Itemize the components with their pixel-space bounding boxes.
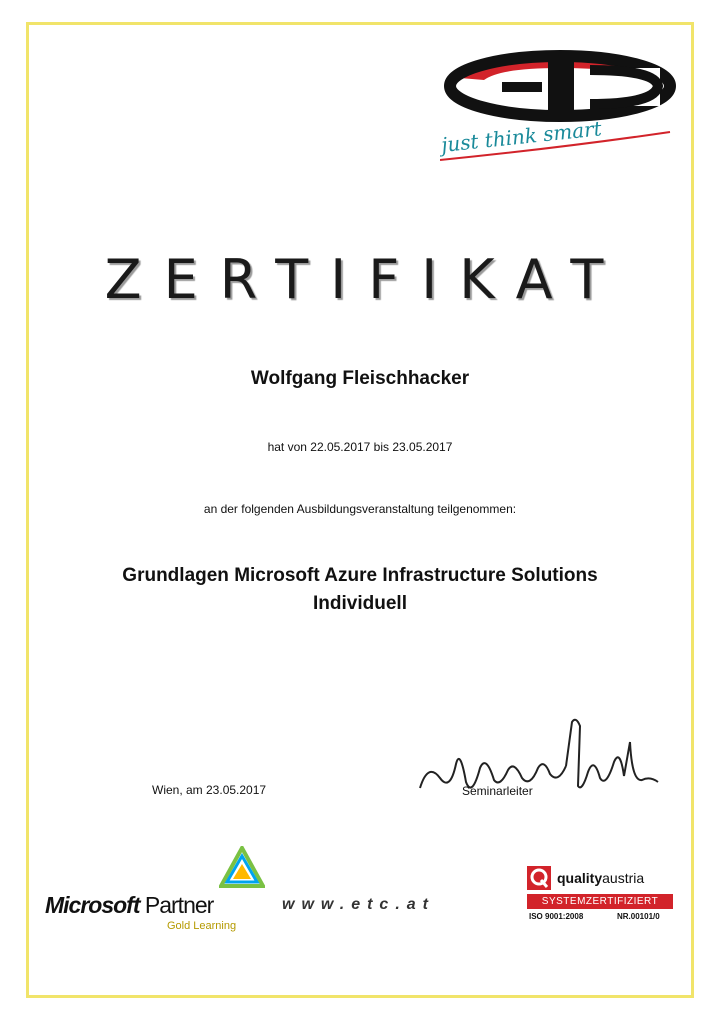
qa-iso: ISO 9001:2008 — [529, 912, 584, 921]
intro-text: an der folgenden Ausbildungsveranstaltung teilgenommen: — [203, 502, 517, 516]
qa-brand-light: austria — [602, 870, 645, 886]
course-line-1: Grundlagen Microsoft Azure Infrastructure Solutions — [122, 565, 598, 586]
quality-austria-logo — [527, 866, 677, 932]
qa-badge: SYSTEMZERTIFIZIERT — [527, 894, 673, 909]
course-title — [0, 562, 720, 618]
qa-brand-bold: quality — [557, 870, 603, 886]
qa-number: NR.00101/0 — [617, 912, 660, 921]
place-date: Wien, am 23.05.2017 — [152, 783, 267, 797]
microsoft-brand: Microsoft — [45, 892, 140, 918]
recipient-name: Wolfgang Fleischhacker — [250, 368, 470, 389]
partner-label: Partner — [144, 892, 214, 918]
course-line-2: Individuell — [313, 593, 407, 614]
etc-logo — [440, 48, 680, 168]
signature-label: Seminarleiter — [462, 784, 533, 798]
gold-learning-label: Gold Learning — [167, 920, 237, 932]
website: www.etc.at — [282, 896, 435, 913]
microsoft-partner-logo — [45, 846, 275, 936]
date-range: hat von 22.05.2017 bis 23.05.2017 — [267, 440, 453, 454]
certificate-title: ZERTIFIKAT — [104, 248, 626, 311]
tagline: just think smart — [440, 116, 603, 157]
q-icon — [527, 866, 551, 890]
partner-network-icon — [219, 846, 265, 892]
signature — [410, 712, 670, 804]
